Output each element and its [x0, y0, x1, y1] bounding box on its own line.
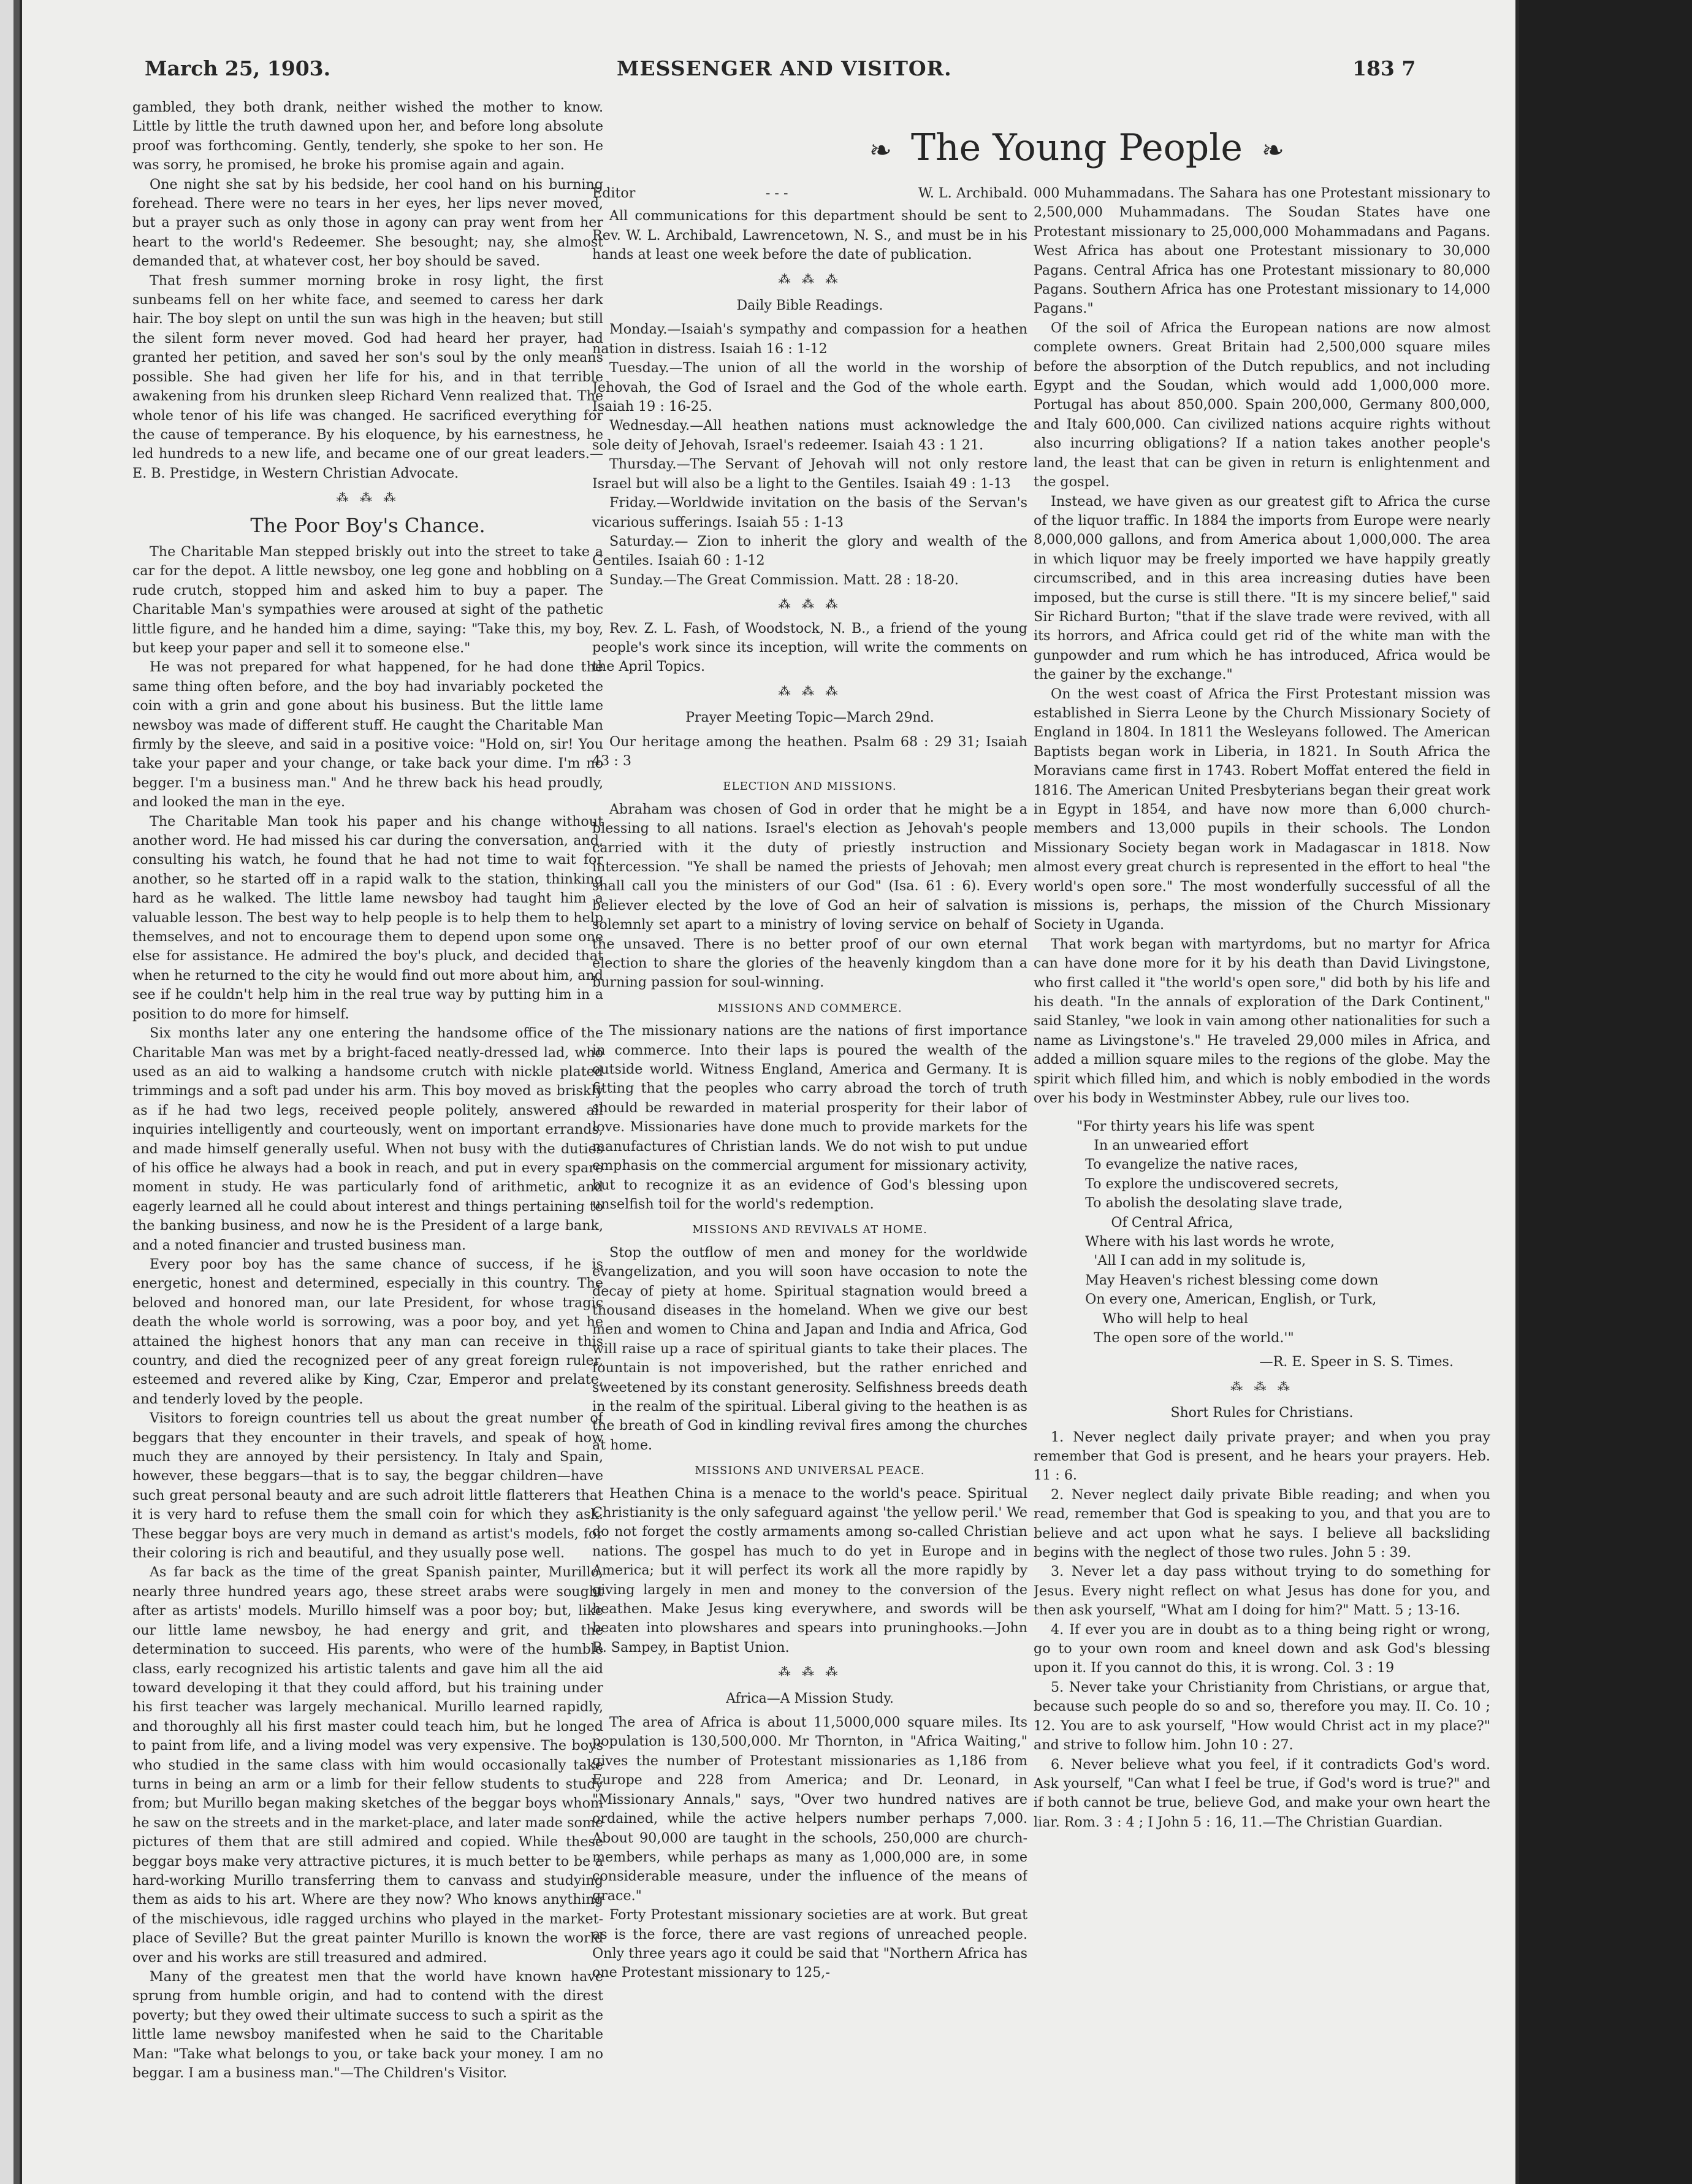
- subsection-paragraph: Stop the outflow of men and money for the worldwide evangelization, and you will soon have occasion to note the decay of piety at home. Spiritual stagnation would breed a thousand diseases in the homeland. When we give our best men and women to China and Japan and India and Africa, God will raise up a race of spiritual giants to take their places. The fountain is not impoverished, but the rather enriched and sweetened by its constant generosity. Selfishness breeds death in the realm of the spiritual. Liberal giving to the heathen is as the breath of God in kindling revival fires among the churches at home.: [592, 1244, 1027, 1453]
- article-title: The Poor Boy's Chance.: [250, 513, 486, 537]
- article-paragraph: He was not prepared for what happened, for he had done the same thing often before, and the boy had invariably pocketed the coin with a grin and gone about his business. But the little lame newsboy was made of different stuff. He caught the Charitable Man firmly by the sleeve, and said in a positive voice: "Hold on, sir! You take your paper and your change, or take back your dime. I'm no begger. I'm a business man." And he threw back his head proudly, and looked the man in the eye.: [132, 659, 603, 811]
- subsection-title: MISSIONS AND REVIVALS AT HOME.: [692, 1223, 928, 1237]
- poem-line: To evangelize the native races,: [1077, 1156, 1298, 1173]
- scan-border-right: [1519, 0, 1692, 2184]
- poem-line: The open sore of the world.'": [1077, 1329, 1294, 1346]
- fleuron-left-icon: ❧: [869, 134, 892, 166]
- article-paragraph: Many of the greatest men that the world have known have sprung from humble origin, and had to contend with the direst poverty; but they owed their ultimate success to such a spirit as the little lame newsboy manifested when he said to the Charitable Man: "Take what belongs to you, or take back your money. I am no beggar. I am a business man."—The Children's Visitor.: [132, 1969, 603, 2082]
- page-number: 183 7: [1352, 56, 1416, 80]
- subsection-title: MISSIONS AND COMMERCE.: [717, 1001, 902, 1015]
- subsection-paragraph: The missionary nations are the nations of first importance in commerce. Into their laps is poured the wealth of the outside world. Witness England, America and Germany. It is fitting that the peoples who carry abroad the torch of truth should be rewarded in material prosperity for their labor of love. Missionaries have done much to provide markets for the manufactures of Christian lands. We do not wish to put undue emphasis on the commercial argument for missionary activity, but to recognize it as an evidence of God's blessing upon unselfish toil for the world's redemption.: [592, 1023, 1027, 1212]
- poem-line: May Heaven's richest blessing come down: [1077, 1272, 1379, 1288]
- poem-line: "For thirty years his life was spent: [1077, 1118, 1314, 1134]
- subsection-title: ELECTION AND MISSIONS.: [723, 780, 897, 793]
- article-paragraph: As far back as the time of the great Spanish painter, Murillo, nearly three hundred years ago, these street arabs were sought after as artists' models. Murillo himself was a poor boy; but, like our little lame newsboy, he had energy and grit, and the determination to succeed. His parents, who were of the humble class, early recognized his artistic talents and gave him all the aid toward developing it that they could afford, but his training under his first teacher was largely mechanical. Murillo learned rapidly, and thoroughly all his first master could teach him, but he longed to paint from life, and a living model was very expensive. The boys who studied in the same class with him would occasionally take turns in being an arm or a limb for their fellow students to study from; but Murillo began making sketches of the beggar boys whom he saw on the streets and in the market-place, and later made some pictures of them that are still admired and copied. While these beggar boys make very attractive pictures, it is much better to be a hard-working Murillo transferring them to canvass and studying them as aids to his art. Where are they now? Who knows anything of the mischievous, idle ragged urchins who played in the market-place of Seville? But the great painter Murillo is known the world over and his works are still treasured and admired.: [132, 1564, 603, 1966]
- article-paragraph: The Charitable Man stepped briskly out into the street to take a car for the depot. A little newsboy, one leg gone and hobbling on a rude crutch, stopped him and asked him to buy a paper. The Charitable Man's sympathies were aroused at sight of the pathetic little figure, and he handed him a dime, saying: "Take this, my boy, but keep your paper and sell it to someone else.": [132, 543, 603, 656]
- poem-line: In an unwearied effort: [1077, 1137, 1249, 1153]
- africa-paragraph: 000 Muhammadans. The Sahara has one Protestant missionary to 2,500,000 Muhammadans. The Soudan States have one Protestant missionary to 25,000,000 Mohammadans and Pagans. West Africa has about one Protestant missionary to 30,000 Pagans. Central Africa has one Protestant missionary to 80,000 Pagans. Southern Africa has one Protestant missionary to 14,000 Pagans.": [1034, 185, 1490, 317]
- reading-item: Tuesday.—The union of all the world in the worship of Jehovah, the God of Israel and the God of the whole earth. Isaiah 19 : 16-25.: [592, 360, 1027, 415]
- poem-line: Where with his last words he wrote,: [1077, 1233, 1335, 1250]
- column-right: [1034, 98, 1490, 2097]
- reading-item: Monday.—Isaiah's sympathy and compassion for a heathen nation in distress. Isaiah 16 : 1-12: [592, 321, 1027, 357]
- rule-item: 1. Never neglect daily private prayer; and when you pray remember that God is present, and he hears your prayers. Heb. 11 : 6.: [1034, 1429, 1490, 1484]
- poem-line: To abolish the desolating slave trade,: [1077, 1195, 1343, 1212]
- section-divider: ⁂ ⁂ ⁂: [1230, 1378, 1294, 1394]
- rule-item: 3. Never let a day pass without trying to do something for Jesus. Every night reflect on what Jesus has done for you, and then ask yourself, "What am I doing for him?" Matt. 5 ; 13-16.: [1034, 1564, 1490, 1619]
- africa-paragraph: Of the soil of Africa the European nations are now almost complete owners. Great Britain had 2,500,000 square miles before the absorption of the Dutch republics, and not including Egypt and the Soudan, which would add 1,000,000 more. Portugal has about 850,000. Spain 200,000, Germany 800,000, and Italy 600,000. Can civilized nations acquire rights without also incurring obligations? If a nation takes another people's land, the least that can be given in return is enlightenment and the gospel.: [1034, 319, 1490, 491]
- section-title: The Young People: [910, 126, 1243, 169]
- story-paragraph: That fresh summer morning broke in rosy light, the first sunbeams fell on her white face, and seemed to caress her dark hair. The boy slept on until the sun was high in the heaven; but still the silent form never moved. God had heard her prayer, had granted her petition, and saved her son's soul by the only means possible. She had given her life for his, and in that terrible awakening from his drunken sleep Richard Venn realized that. The whole tenor of his life was changed. He sacrificed everything for the cause of temperance. By his eloquence, by his earnestness, he led hundreds to a new life, and became one of our great leaders.—E. B. Prestidge, in Western Christian Advocate.: [132, 272, 603, 481]
- readings-title: Daily Bible Readings.: [736, 298, 883, 314]
- editor-line: [592, 184, 1027, 203]
- newspaper-page: [22, 0, 1515, 2184]
- fleuron-right-icon: ❧: [1261, 134, 1284, 166]
- reading-item: Thursday.—The Servant of Jehovah will not only restore Israel but will also be a light to the Gentiles. Isaiah 49 : 1-13: [592, 456, 1027, 492]
- editor-label: Editor: [592, 185, 636, 201]
- column-middle: [592, 184, 1027, 2097]
- africa-paragraph: The area of Africa is about 11,5000,000 square miles. Its population is 130,500,000. Mr Thornton, in "Africa Waiting," gives the number of Protestant missionaries as 1,186 from Europe and 228 from America; and Dr. Leonard, in "Missionary Annals," says, "Over two hundred natives are ordained, while the active helpers number perhaps 7,000. About 90,000 are taught in the schools, 250,000 are church-members, while perhaps as many as 1,000,000 are, in some considerable measure, under the influence of the means of grace.": [592, 1714, 1027, 1904]
- africa-paragraph: That work began with martyrdoms, but no martyr for Africa can have done more for it by his death than David Livingstone, who first called it "the world's open sore," did both by his life and his death. "In the annals of exploration of the Dark Continent," said Stanley, "we look in vain among other nationalities for such a name as Livingstone's." He traveled 29,000 miles in Africa, and added a million square miles to the regions of the globe. May the spirit which filled him, and which is nobly embodied in the words over his body in Westminster Abbey, rule our lives too.: [1034, 936, 1490, 1107]
- reading-item: Wednesday.—All heathen nations must acknowledge the sole deity of Jehovah, Israel's redeemer. Isaiah 43 : 1 21.: [592, 418, 1027, 453]
- rule-item: 6. Never believe what you feel, if it contradicts God's word. Ask yourself, "Can what I feel be true, if God's word is true?" and if both cannot be true, believe God, and make your own heart the liar. Rom. 3 : 4 ; I John 5 : 16, 11.—The Christian Guardian.: [1034, 1756, 1490, 1830]
- section-divider: ⁂ ⁂ ⁂: [778, 597, 842, 612]
- masthead-spacer: [1034, 98, 1490, 184]
- section-divider: ⁂ ⁂ ⁂: [336, 490, 400, 505]
- poem-line: On every one, American, English, or Turk,: [1077, 1291, 1377, 1308]
- subsection-paragraph: Heathen China is a menace to the world's peace. Spiritual Christianity is the only safeguard against 'the yellow peril.' We do not forget the costly armaments among so-called Christian nations. The gospel has much to do yet in Europe and in America; but it will perfect its work all the more rapidly by giving largely in men and money to the conversion of the heathen. Make Jesus king everywhere, and swords will be beaten into plowshares and spears into pruninghooks.—John R. Sampey, in Baptist Union.: [592, 1485, 1027, 1655]
- section-divider: ⁂ ⁂ ⁂: [778, 683, 842, 698]
- poem-line: Of Central Africa,: [1077, 1214, 1233, 1231]
- poem-line: To explore the undiscovered secrets,: [1077, 1175, 1339, 1192]
- article-paragraph: Visitors to foreign countries tell us about the great number of beggars that they encounter in their travels, and speak of how much they are annoyed by their persistency. In Italy and Spain, however, these beggars—that is to say, the beggar children—have such great personal beauty and are such adroit little flatterers that it is very hard to refuse them the small coin for which they ask. These beggar boys are very much in demand as artist's models, for their coloring is rich and beautiful, and they usually pose well.: [132, 1410, 603, 1562]
- note-paragraph: Rev. Z. L. Fash, of Woodstock, N. B., a friend of the young people's work since its inception, will write the comments on the April Topics.: [592, 620, 1027, 675]
- africa-paragraph: Instead, we have given as our greatest gift to Africa the curse of the liquor traffic. In 1884 the imports from Europe were nearly 8,000,000 gallons, and from America about 1,000,000. The area in which liquor may be freely imported we have happily greatly circumscribed, and in this area increasing duties have been imposed, but the curse is still there. "It is my sincere belief," said Sir Richard Burton; "that if the slave trade were revived, with all its horrors, and Africa could get rid of the white man with the gunpowder and rum which he has introduced, Africa would be the gainer by the exchange.": [1034, 493, 1490, 683]
- subsection-paragraph: Abraham was chosen of God in order that he might be a blessing to all nations. Israel's election as Jehovah's people carried with it the duty of priestly instruction and intercession. "Ye shall be named the priests of Jehovah; men shall call you the ministers of our God" (Isa. 61 : 6). Every believer elected by the love of God an heir of salvation is solemnly set apart to a ministry of loving service on behalf of the unsaved. There is no better proof of our own eternal election to share the glories of the heavenly kingdom than a burning passion for soul-winning.: [592, 801, 1027, 991]
- section-divider: ⁂ ⁂ ⁂: [778, 1664, 842, 1679]
- topic-text: Our heritage among the heathen. Psalm 68 : 29 31; Isaiah 43 : 3: [592, 733, 1027, 769]
- scan-border-shadow: [13, 0, 20, 2184]
- poem-line: 'All I can add in my solitude is,: [1077, 1253, 1306, 1269]
- reading-item: Friday.—Worldwide invitation on the basis of the Servan's vicarious sufferings. Isaiah 55 : 1-13: [592, 495, 1027, 530]
- africa-title: Africa—A Mission Study.: [726, 1690, 894, 1706]
- intro-paragraph: All communications for this department should be sent to Rev. W. L. Archibald, Lawrencetown, N. S., and must be in his hands at least one week before the date of publication.: [592, 208, 1027, 263]
- story-paragraph: One night she sat by his bedside, her cool hand on his burning forehead. There were no tears in her eyes, her lips never moved, but a prayer such as only those in agony can pray went from her heart to the world's Redeemer. She besought; nay, she almost demanded that, at whatever cost, her boy should be saved.: [132, 176, 603, 270]
- africa-paragraph: Forty Protestant missionary societies are at work. But great as is the force, there are vast regions of unreached people. Only three years ago it could be said that "Northern Africa has one Protestant missionary to 125,-: [592, 1907, 1027, 1981]
- issue-date: March 25, 1903.: [145, 56, 331, 80]
- editor-dashes: - - -: [765, 185, 788, 201]
- article-paragraph: The Charitable Man took his paper and his change without another word. He had missed his car during the conversation, and, consulting his watch, he found that he had not time to wait for another, so he started off in a rapid walk to the station, thinking hard as he walked. The little lame newsboy had taught him a valuable lesson. The best way to help people is to help them to help themselves, and not to encourage them to depend upon some one else for assistance. He admired the boy's pluck, and decided that when he returned to the city he would find out more about him, and see if he couldn't help him in the real true way by putting him in a position to do more for himself.: [132, 813, 603, 1022]
- reading-item: Saturday.— Zion to inherit the glory and wealth of the Gentiles. Isaiah 60 : 1-12: [592, 533, 1027, 569]
- epitaph-poem: [1077, 1117, 1490, 1348]
- story-paragraph: gambled, they both drank, neither wished the mother to know. Little by little the truth dawned upon her, and before long absolute proof was forthcoming. Gently, tenderly, she spoke to her son. He was sorry, he promised, he broke his promise again and again.: [132, 99, 603, 174]
- rules-title: Short Rules for Christians.: [1170, 1405, 1354, 1421]
- africa-paragraph: On the west coast of Africa the First Protestant mission was established in Sierra Leone by the Church Missionary Society of England in 1804. In 1811 the Wesleyans followed. The American Baptists began work in Liberia, in 1821. In South Africa the Moravians came first in 1743. Robert Moffat entered the field in 1816. The American United Presbyterians began their great work in Egypt in 1854, and have now more than 6,000 church-members and 13,000 pupils in their schools. The London Missionary Society began work in Madagascar in 1818. Now almost every great church is represented in the effort to heal "the world's open sore." The most wonderfully successful of all the missions is, perhaps, the mission of the Church Missionary Society in Uganda.: [1034, 685, 1490, 933]
- reading-item: Sunday.—The Great Commission. Matt. 28 : 18-20.: [609, 571, 959, 588]
- column-left: [132, 98, 603, 2085]
- rule-item: 5. Never take your Christianity from Christians, or argue that, because such people do so and so, therefore you may. II. Co. 10 ; 12. You are to ask yourself, "How would Christ act in my place?" and strive to follow him. John 10 : 27.: [1034, 1679, 1490, 1754]
- article-paragraph: Every poor boy has the same chance of success, if he is energetic, honest and determined, especially in this country. The beloved and honored man, our late President, for whose tragic death the whole world is sorrowing, was a poor boy, and yet he attained the highest honors that any man can receive in this country, and died the recognized peer of any great foreign ruler, esteemed and revered alike by King, Czar, Emperor and prelate, and tenderly loved by the people.: [132, 1256, 603, 1407]
- newspaper-title: MESSENGER AND VISITOR.: [617, 56, 952, 80]
- topic-title: Prayer Meeting Topic—March 29nd.: [685, 710, 934, 726]
- rule-item: 2. Never neglect daily private Bible reading; and when you read, remember that God is speaking to you, and that you are to believe and act upon what he says. I believe all backsliding begins with the neglect of those two rules. John 5 : 39.: [1034, 1486, 1490, 1561]
- section-divider: ⁂ ⁂ ⁂: [778, 271, 842, 286]
- scan-border-left: [0, 0, 13, 2184]
- poem-credit: —R. E. Speer in S. S. Times.: [1259, 1354, 1454, 1370]
- rule-item: 4. If ever you are in doubt as to a thing being right or wrong, go to your own room and kneel down and ask God's blessing upon it. If you cannot do this, it is wrong. Col. 3 : 19: [1034, 1621, 1490, 1676]
- subsection-title: MISSIONS AND UNIVERSAL PEACE.: [695, 1464, 925, 1478]
- article-paragraph: Six months later any one entering the handsome office of the Charitable Man was met by a bright-faced neatly-dressed lad, who used as an aid to walking a handsome crutch with nickle plated trimmings and a soft pad under his arm. This boy moved as briskly as if he had two legs, received people politely, answered all inquiries intelligently and courteously, went on important errands, and made himself generally useful. When not busy with the duties of his office he always had a book in reach, and put in every spare moment in study. He was particularly fond of arithmetic, and eagerly learned all he could about interest and things pertaining to the banking business, and now he is the President of a large bank, and a noted financier and trusted business man.: [132, 1025, 603, 1253]
- poem-line: Who will help to heal: [1077, 1310, 1248, 1327]
- editor-name: W. L. Archibald.: [918, 185, 1027, 201]
